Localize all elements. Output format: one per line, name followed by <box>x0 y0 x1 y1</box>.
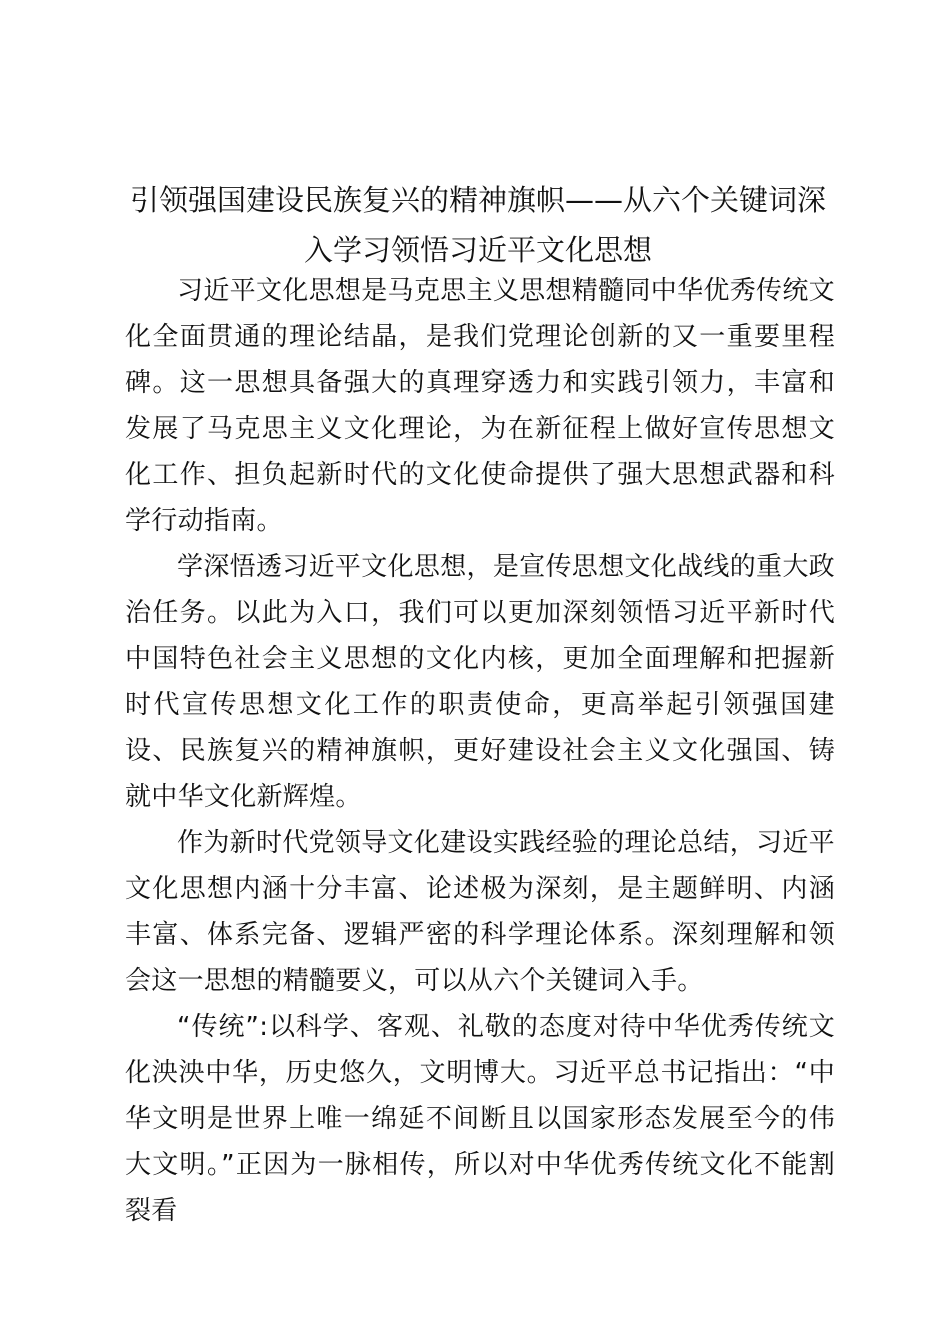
paragraph-2: 学深悟透习近平文化思想，是宣传思想文化战线的重大政治任务。以此为入口，我们可以更加深刻领悟习近平新时代中国特色社会主义思想的文化内核，更加全面理解和把握新时代宣传思想文化工作的职责使命，更高举起引领强国建设、民族复兴的精神旗帜，更好建设社会主义文化强国、铸就中华文化新辉煌。 <box>125 552 835 812</box>
document-body <box>125 268 835 1234</box>
paragraph-1: 习近平文化思想是马克思主义思想精髓同中华优秀传统文化全面贯通的理论结晶，是我们党理论创新的又一重要里程碑。这一思想具备强大的真理穿透力和实践引领力，丰富和发展了马克思主义文化理论，为在新征程上做好宣传思想文化工作、担负起新时代的文化使命提供了强大思想武器和科学行动指南。 <box>125 276 835 536</box>
document-title: 引领强国建设民族复兴的精神旗帜——从六个关键词深入学习领悟习近平文化思想 <box>129 183 826 267</box>
paragraph-4: “传统”:以科学、客观、礼敬的态度对待中华优秀传统文化泱泱中华，历史悠久，文明博大。习近平总书记指出：“中华文明是世界上唯一绵延不间断且以国家形态发展至今的伟大文明。”正因为一脉相传，所以对中华优秀传统文化不能割裂看 <box>125 1012 835 1226</box>
paragraph-3: 作为新时代党领导文化建设实践经验的理论总结，习近平文化思想内涵十分丰富、论述极为深刻，是主题鲜明、内涵丰富、体系完备、逻辑严密的科学理论体系。深刻理解和领会这一思想的精髓要义，可以从六个关键词入手。 <box>125 828 835 996</box>
